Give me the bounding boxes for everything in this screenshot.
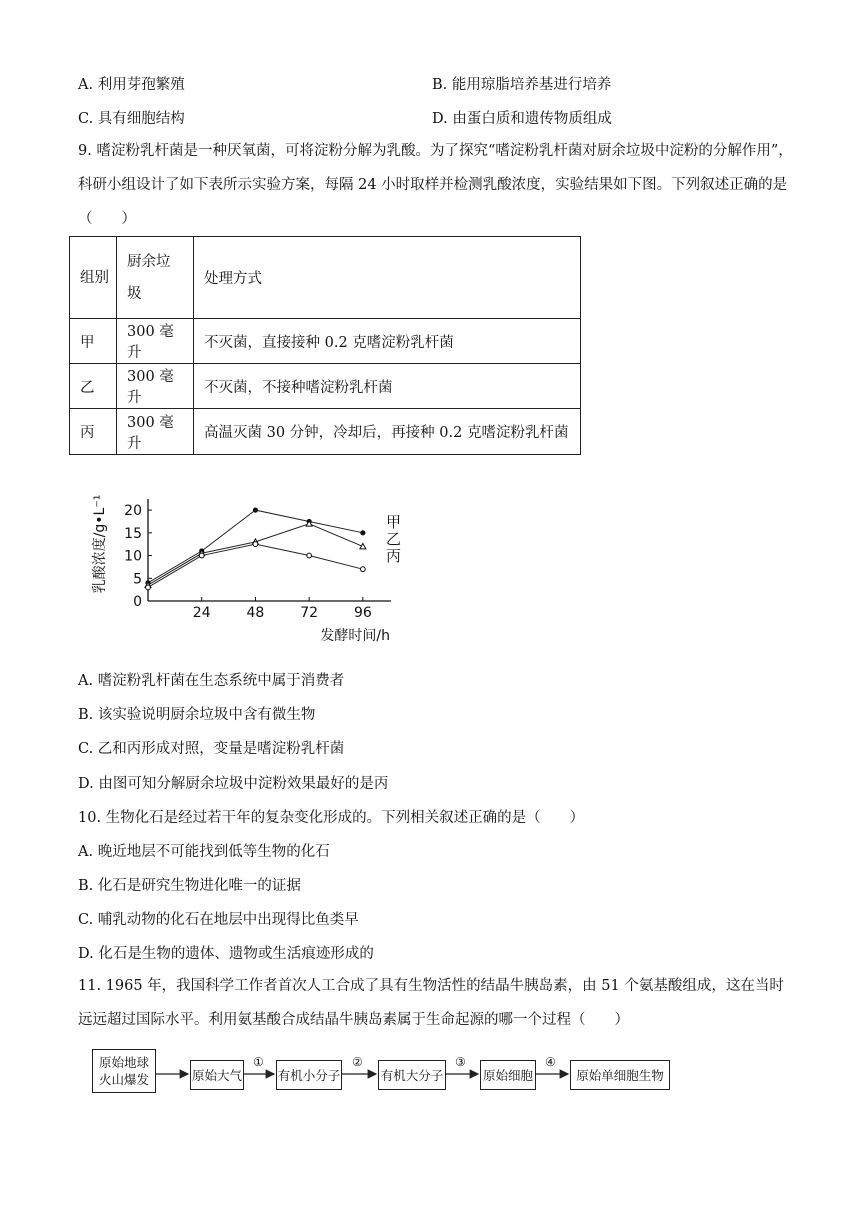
table-header-row bbox=[70, 237, 581, 319]
chart-point bbox=[360, 567, 365, 572]
flow-box-large-molecules: 有机大分子 bbox=[378, 1060, 446, 1090]
q10-option-b: B. 化石是研究生物进化唯一的证据 bbox=[78, 878, 301, 894]
chart-y-tick-label: 20 bbox=[124, 503, 142, 520]
flow-box-primitive-cell: 原始细胞 bbox=[480, 1060, 536, 1090]
chart-point bbox=[307, 553, 312, 558]
chart-series-label: 甲 bbox=[386, 513, 402, 531]
q10-stem: 10. 生物化石是经过若干年的复杂变化形成的。下列相关叙述正确的是（ ） bbox=[78, 810, 585, 826]
q9-option-d: D. 由图可知分解厨余垃圾中淀粉效果最好的是丙 bbox=[78, 776, 389, 792]
chart-point bbox=[253, 507, 258, 512]
chart-y-tick-label: 0 bbox=[133, 594, 142, 610]
table-header-treatment: 处理方式 bbox=[194, 237, 581, 319]
q8-option-d: D. 由蛋白质和遗传物质组成 bbox=[432, 111, 612, 127]
chart-point bbox=[199, 553, 204, 558]
chart-y-label: 乳酸浓度/g•L⁻¹ bbox=[92, 494, 108, 594]
chart-x-tick-label: 48 bbox=[246, 605, 265, 621]
chart-series-label: 乙 bbox=[386, 530, 402, 548]
table-cell-group: 丙 bbox=[70, 409, 117, 455]
flow-box-atmosphere: 原始大气 bbox=[190, 1060, 244, 1090]
table-cell-amount: 300 毫升 bbox=[117, 319, 194, 364]
table-row bbox=[70, 409, 581, 455]
flow-step-3: ③ bbox=[455, 1055, 466, 1069]
chart-point bbox=[146, 585, 151, 590]
q8-option-b: B. 能用琼脂培养基进行培养 bbox=[432, 77, 612, 93]
table-row bbox=[70, 319, 581, 364]
q9-stem: 9. 嗜淀粉乳杆菌是一种厌氧菌，可将淀粉分解为乳酸。为了探究“嗜淀粉乳杆菌对厨余垃圾中淀粉的分解作用”，科研小组设计了如下表所示实验方案，每隔 24 小时取样并检测乳酸浓度，实验结果如下图。下列叙述正确的是（ ） bbox=[78, 143, 793, 227]
table-row bbox=[70, 364, 581, 409]
table-cell-group: 乙 bbox=[70, 364, 117, 409]
table-cell-treatment: 高温灭菌 30 分钟，冷却后，再接种 0.2 克嗜淀粉乳杆菌 bbox=[194, 409, 581, 455]
table-header-amount: 厨余垃圾 bbox=[117, 237, 194, 319]
q8-option-a: A. 利用芽孢繁殖 bbox=[78, 77, 185, 93]
table-cell-amount: 300 毫升 bbox=[117, 364, 194, 409]
flow-step-1: ① bbox=[253, 1055, 264, 1069]
chart-x-tick-label: 24 bbox=[192, 605, 211, 621]
chart-x-tick-label: 96 bbox=[353, 605, 372, 621]
chart-point bbox=[360, 530, 365, 535]
chart-y-tick-label: 15 bbox=[124, 525, 142, 542]
q10-option-c: C. 哺乳动物的化石在地层中出现得比鱼类早 bbox=[78, 912, 359, 928]
table-cell-treatment: 不灭菌，直接接种 0.2 克嗜淀粉乳杆菌 bbox=[194, 319, 581, 364]
chart-point bbox=[253, 542, 258, 547]
chart-series-line-乙 bbox=[148, 524, 363, 585]
q11-stem: 11. 1965 年，我国科学工作者首次人工合成了具有生物活性的结晶牛胰岛素，由 51 个氨基酸组成，这在当时远远超过国际水平。利用氨基酸合成结晶牛胰岛素属于生命起源的哪一个过程（ ） bbox=[78, 978, 784, 1028]
chart-y-tick-label: 10 bbox=[124, 548, 142, 565]
chart-series-label: 丙 bbox=[386, 547, 402, 565]
flow-box-small-molecules: 有机小分子 bbox=[276, 1060, 342, 1090]
chart-y-tick-label: 5 bbox=[133, 571, 142, 588]
chart-series bbox=[145, 507, 401, 589]
q10-option-d: D. 化石是生物的遗体、遗物或生活痕迹形成的 bbox=[78, 946, 374, 962]
table-cell-treatment: 不灭菌，不接种嗜淀粉乳杆菌 bbox=[194, 364, 581, 409]
lactic-acid-chart bbox=[84, 474, 414, 654]
chart-point bbox=[360, 543, 366, 548]
flow-box-unicellular-organism: 原始单细胞生物 bbox=[570, 1060, 670, 1090]
chart-x-label: 发酵时间/h bbox=[320, 628, 390, 644]
table-cell-group: 甲 bbox=[70, 319, 117, 364]
chart-axes bbox=[148, 499, 391, 601]
chart-x-tick-label: 72 bbox=[300, 605, 319, 621]
flow-box-volcano: 原始地球火山爆发 bbox=[92, 1049, 156, 1093]
q10-option-a: A. 晚近地层不可能找到低等生物的化石 bbox=[78, 844, 330, 860]
table-cell-amount: 300 毫升 bbox=[117, 409, 194, 455]
q9-option-c: C. 乙和丙形成对照，变量是嗜淀粉乳杆菌 bbox=[78, 741, 345, 757]
q9-option-a: A. 嗜淀粉乳杆菌在生态系统中属于消费者 bbox=[78, 673, 345, 689]
flow-step-2: ② bbox=[352, 1055, 363, 1069]
q9-option-b: B. 该实验说明厨余垃圾中含有微生物 bbox=[78, 707, 316, 723]
q8-option-c: C. 具有细胞结构 bbox=[78, 111, 185, 127]
experiment-table bbox=[69, 236, 581, 455]
flow-step-4: ④ bbox=[545, 1055, 556, 1069]
table-header-group: 组别 bbox=[70, 237, 117, 319]
